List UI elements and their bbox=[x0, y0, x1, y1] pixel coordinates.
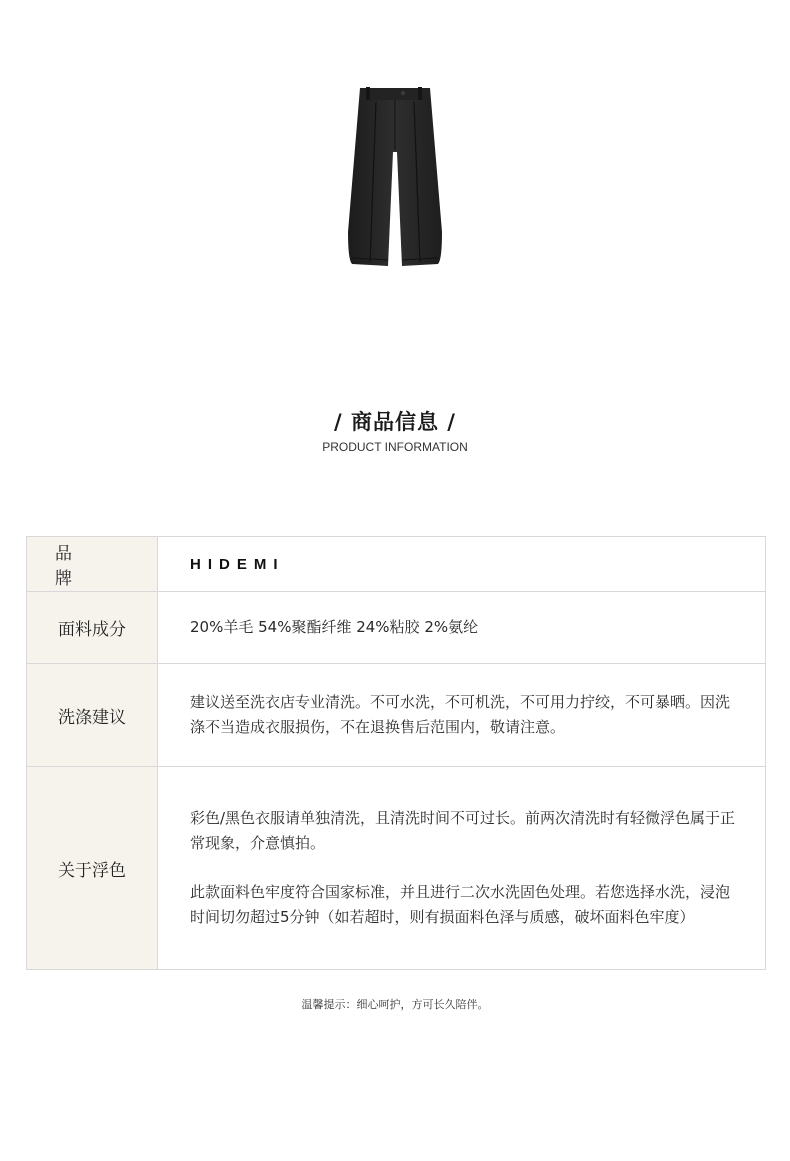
brand-label: 品 牌 bbox=[27, 537, 158, 591]
section-subtitle: PRODUCT INFORMATION bbox=[322, 440, 468, 454]
section-title: / 商品信息 / bbox=[334, 410, 456, 434]
footer-tip: 温馨提示：细心呵护，方可长久陪伴。 bbox=[301, 998, 489, 1011]
table-row-color-bleed bbox=[27, 767, 765, 969]
table-row-brand bbox=[27, 537, 765, 592]
product-info-table bbox=[26, 536, 766, 970]
fabric-value: 20%羊毛 54%聚酯纤维 24%粘胶 2%氨纶 bbox=[190, 618, 479, 636]
table-row-fabric bbox=[27, 592, 765, 664]
washing-label: 洗涤建议 bbox=[27, 664, 158, 766]
table-row-washing bbox=[27, 664, 765, 767]
fabric-label: 面料成分 bbox=[27, 592, 158, 663]
color-bleed-paragraph-1: 彩色/黑色衣服请单独清洗，且清洗时间不可过长。前两次清洗时有轻微浮色属于正常现象，介意慎拍。 bbox=[190, 809, 736, 852]
product-shorts-image bbox=[330, 82, 460, 272]
washing-value: 建议送至洗衣店专业清洗。不可水洗，不可机洗，不可用力拧绞，不可暴晒。因洗涤不当造成衣服损伤，不在退换售后范围内，敬请注意。 bbox=[190, 693, 731, 736]
brand-value: HIDEMI bbox=[190, 555, 285, 573]
color-bleed-label: 关于浮色 bbox=[27, 767, 158, 969]
color-bleed-paragraph-2: 此款面料色牢度符合国家标准，并且进行二次水洗固色处理。若您选择水洗，浸泡时间切勿超过5分钟（如若超时，则有损面料色泽与质感，破坏面料色牢度） bbox=[190, 883, 731, 926]
